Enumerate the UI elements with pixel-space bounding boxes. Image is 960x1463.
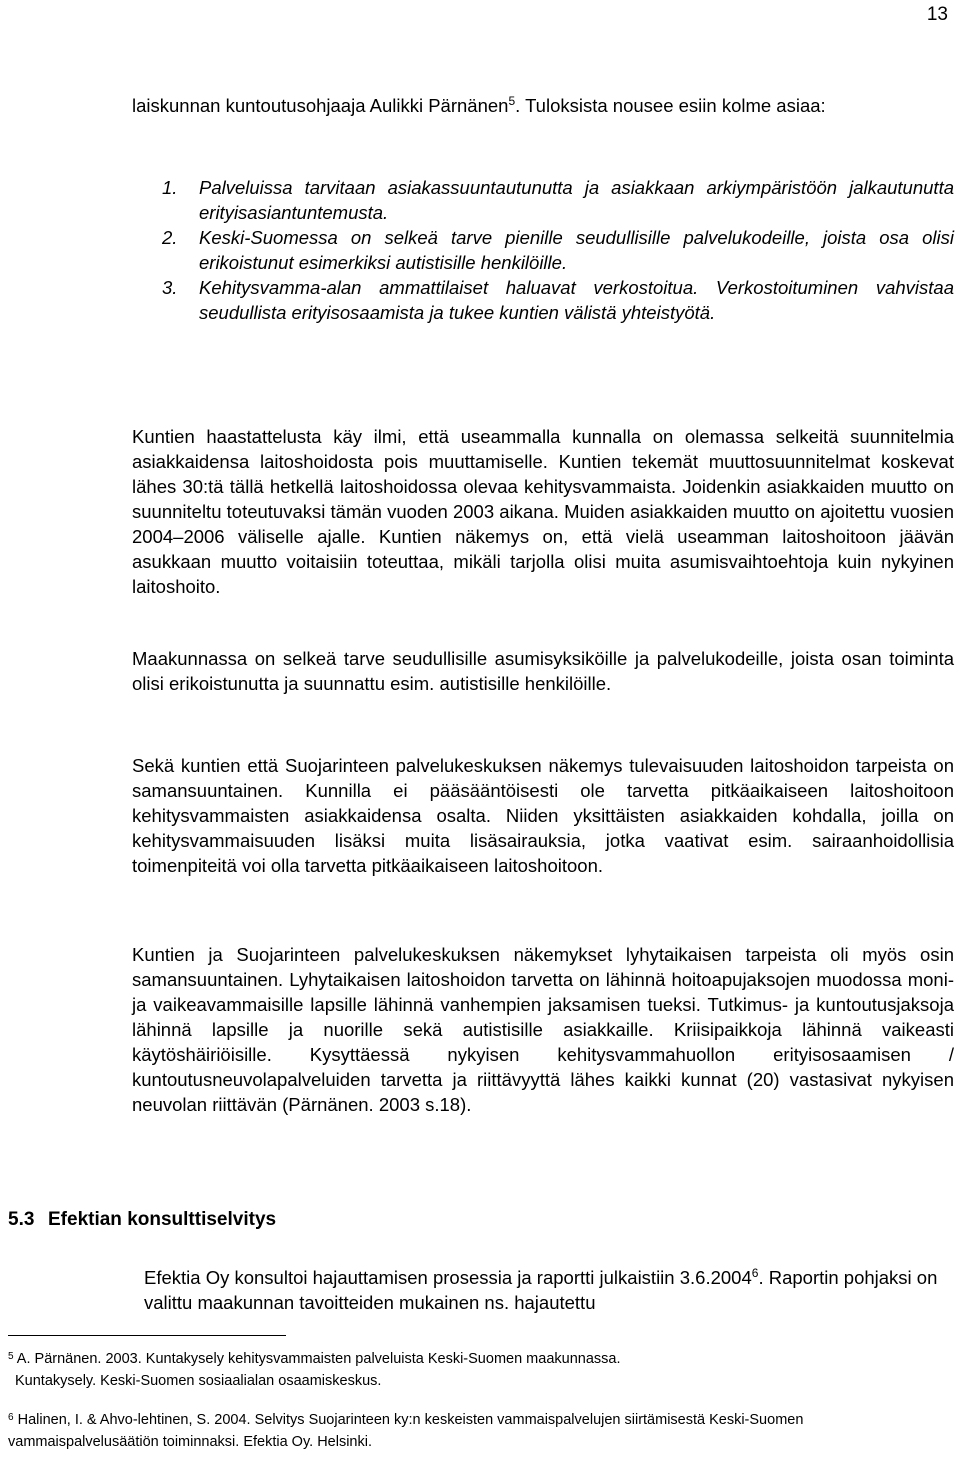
intro-text: laiskunnan kuntoutusohjaaja Aulikki Pärnänen [132, 95, 509, 116]
footnote-line: Kuntakysely. Keski-Suomen sosiaalialan osaamiskeskus. [15, 1373, 382, 1389]
findings-list [162, 175, 954, 325]
list-item-number: 2. [162, 227, 178, 248]
page-number: 13 [926, 4, 948, 25]
footnote-ref-5: 5 [508, 94, 516, 108]
list-item-text: Palveluissa tarvitaan asiakassuuntautunutta ja asiakkaan arkiympäristöön jalkautunutta erityisasiantuntemusta. [199, 177, 954, 223]
section-paragraph-text: Efektia Oy konsultoi hajauttamisen prosessia ja raportti julkaistiin 3.6.2004 [144, 1267, 752, 1288]
footnote [8, 1348, 954, 1392]
body-paragraph: Kuntien haastattelusta käy ilmi, että useammalla kunnalla on olemassa selkeitä suunnitelmia asiakkaidensa laitoshoidosta pois muuttamiselle. Kuntien tekemät muuttosuunnitelmat koskevat lähes 30:tä tällä hetkellä laitoshoidossa olevaa kehitysvammaista. Joidenkin asiakkaiden muutto on suunniteltu toteutuvaksi tämän vuoden 2003 aikana. Muiden asiakkaiden muutto on ajoitettu vuosien 2004–2006 väliselle ajalle. Kuntien näkemys on, että vielä useamman laitoshoitoon jäävän asukkaan muutto voitaisiin toteuttaa, mikäli tarjolla olisi muita asumisvaihtoehtoja kuin nykyinen laitoshoito. [132, 426, 954, 597]
body-paragraph: Sekä kuntien että Suojarinteen palvelukeskuksen näkemys tulevaisuuden laitoshoidon tarpeista on samansuuntainen. Kunnilla ei pääsääntöisesti ole tarvetta pitkäaikaiseen laitoshoitoon kehitysvammaisten asiakkaidensa osalta. Niiden yksittäisten asiakkaiden kohdalla, joilla on kehitysvammaisuuden lisäksi muita lisäsairauksia, jotka vaativat esim. sairaanhoidollisia toimenpiteitä voi olla tarvetta pitkäaikaiseen laitoshoitoon. [132, 755, 954, 876]
list-item [162, 275, 954, 325]
body-paragraph: Maakunnassa on selkeä tarve seudullisille asumisyksiköille ja palvelukodeille, joista osan toiminta olisi erikoistunutta ja suunnattu esim. autistisille henkilöille. [132, 648, 954, 694]
footnote-separator [8, 1335, 286, 1336]
footnote-ref-6: 6 [751, 1266, 759, 1280]
section-paragraph-text-after: . Raportin pohjaksi on valittu maakunnan tavoitteiden mukainen ns. hajautettu [144, 1267, 938, 1313]
section-title: Efektian konsulttiselvitys [48, 1209, 277, 1230]
body-paragraph: Kuntien ja Suojarinteen palvelukeskuksen näkemykset lyhytaikaisen tarpeista oli myös osin samansuuntainen. Lyhytaikaisen laitoshoidon tarvetta on lähinnä hoitoapujaksojen muodossa moni- ja vaikeavammaisille lapsille lähinnä vanhempien jaksamisen tueksi. Tutkimus- ja kuntoutusjaksoja lähinnä lapsille ja nuorille sekä autistisille asiakkaille. Kriisipaikkoja lähinnä vaikeasti käytöshäiriöisille. Kysyttäessä nykyisen kehitysvammahuollon erityisosaamisen / kuntoutusneuvolapalveluiden tarvetta ja riittävyyttä lähes kaikki kunnat (20) vastasivat nykyisen neuvolan riittävän (Pärnänen. 2003 s.18). [132, 944, 954, 1115]
footnote-mark: 5 [8, 1351, 14, 1362]
footnote-line [8, 1409, 954, 1453]
intro-paragraph [132, 93, 954, 118]
footnote-mark: 6 [8, 1412, 14, 1423]
list-item [162, 225, 954, 275]
list-item-number: 1. [162, 177, 178, 198]
footnote-text: Halinen, I. & Ahvo-lehtinen, S. 2004. Selvitys Suojarinteen ky:n keskeisten vammaispalvelujen siirtämisestä Keski-Suomen vammaispalvelusäätiön toiminnaksi. Efektia Oy. Helsinki. [8, 1412, 804, 1450]
footnote [8, 1409, 954, 1453]
list-item [162, 175, 954, 225]
footnote-line [8, 1348, 954, 1370]
list-item-text: Keski-Suomessa on selkeä tarve pienille seudullisille palvelukodeille, joista osa olisi erikoistunut esimerkiksi autistisille henkilöille. [199, 227, 954, 273]
section-heading [8, 1206, 276, 1234]
list-item-number: 3. [162, 277, 178, 298]
intro-text-after: . Tuloksista nousee esiin kolme asiaa: [515, 95, 826, 116]
section-number: 5.3 [8, 1209, 35, 1230]
section-paragraph [144, 1265, 954, 1315]
list-item-text: Kehitysvamma-alan ammattilaiset haluavat verkostoitua. Verkostoituminen vahvistaa seudullista erityisosaamista ja tukee kuntien välistä yhteistyötä. [199, 277, 954, 323]
footnote-text: A. Pärnänen. 2003. Kuntakysely kehitysvammaisten palveluista Keski-Suomen maakunnassa. [16, 1351, 621, 1367]
